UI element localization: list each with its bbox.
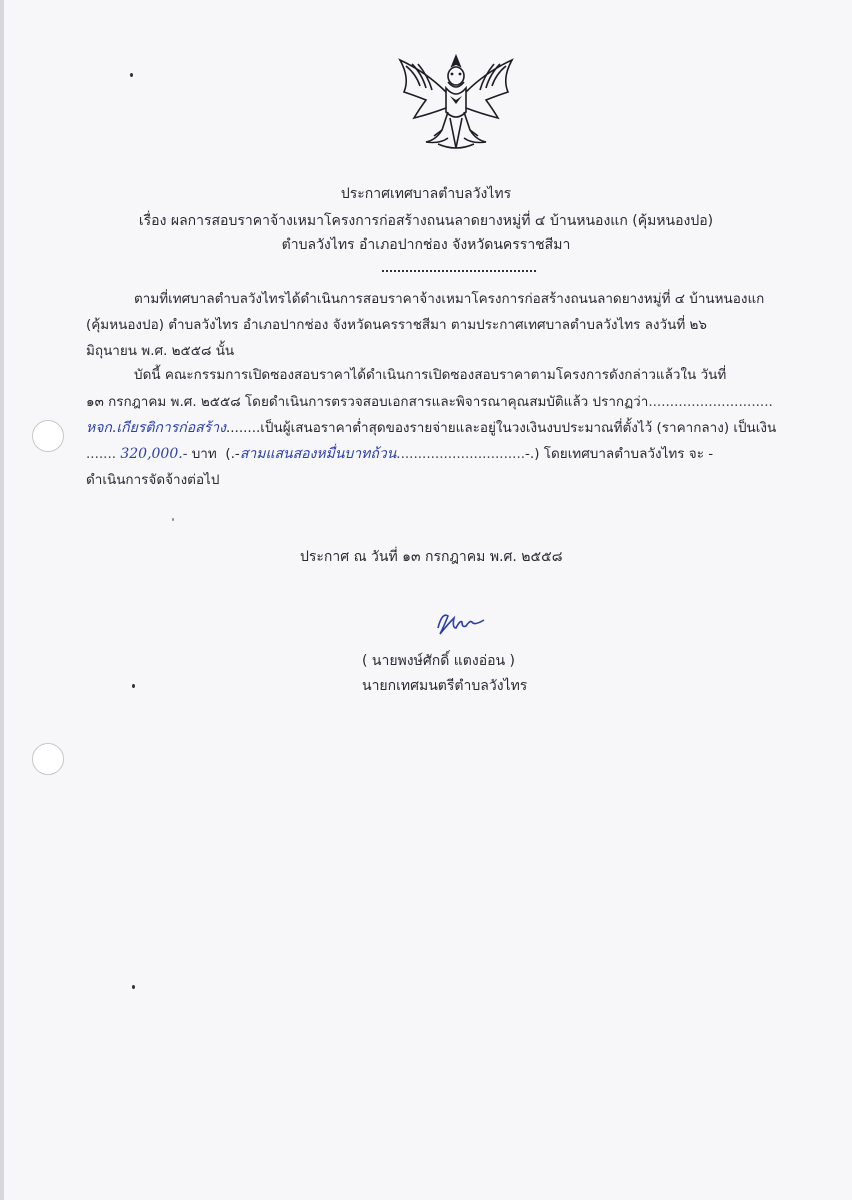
amount-handwritten: 320,000.- <box>120 446 188 462</box>
paragraph-1-line-1: ตามที่เทศบาลตำบลวังไทรได้ดำเนินการสอบราคาจ้างเหมาโครงการก่อสร้างถนนลาดยางหมู่ที่ ๔ บ้านหนองแก <box>134 291 765 307</box>
paragraph-2-line-4 <box>86 444 713 464</box>
paper-speck <box>172 518 174 521</box>
paragraph-2-line-3-text: ........เป็นผู้เสนอราคาต่ำสุดของรายจ่ายและอยู่ในวงเงินงบประมาณที่ตั้งไว้ (ราคากลาง) เป็นเงิน <box>225 420 777 436</box>
fill-dots-a: ....... <box>86 446 117 462</box>
punch-hole <box>32 420 64 452</box>
signer-position: นายกเทศมนตรีตำบลวังไทร <box>362 678 528 694</box>
fill-dots-b: .............................. <box>396 446 526 462</box>
winner-handwritten: หจก.เกียรติการก่อสร้าง <box>86 420 226 436</box>
amount-words-close: -.) โดยเทศบาลตำบลวังไทร จะ - <box>525 446 714 462</box>
paragraph-1-line-2: (คุ้มหนองปอ) ตำบลวังไทร อำเภอปากช่อง จังหวัดนครราชสีมา ตามประกาศเทศบาลตำบลวังไทร ลงวันที่ ๒๖ <box>86 317 707 333</box>
document-location: ตำบลวังไทร อำเภอปากช่อง จังหวัดนครราชสีมา <box>281 237 571 253</box>
paper-speck <box>130 73 133 77</box>
announcement-date: ประกาศ ณ วันที่ ๑๓ กรกฎาคม พ.ศ. ๒๕๕๘ <box>300 549 563 565</box>
document-title: ประกาศเทศบาลตำบลวังไทร <box>340 186 512 202</box>
paragraph-2-line-3 <box>86 418 776 438</box>
amount-words-handwritten: สามแสนสองหมื่นบาทถ้วน <box>239 446 397 462</box>
paragraph-2-line-1: บัดนี้ คณะกรรมการเปิดซองสอบราคาได้ดำเนินการเปิดซองสอบราคาตามโครงการดังกล่าวแล้วใน วันที่ <box>134 367 727 383</box>
paper-speck <box>132 985 135 989</box>
paper-speck <box>132 684 135 688</box>
signature-icon <box>432 606 488 638</box>
amount-words-open: (.- <box>225 446 240 462</box>
paragraph-2-line-2 <box>86 392 773 412</box>
paragraph-2-line-2-text: ๑๓ กรกฎาคม พ.ศ. ๒๕๕๘ โดยดำเนินการตรวจสอบเอกสารและพิจารณาคุณสมบัติแล้ว ปรากฏว่า <box>86 394 649 410</box>
title-separator <box>382 270 536 272</box>
punch-hole <box>32 743 64 775</box>
baht-label: บาท <box>191 446 217 462</box>
fill-dots: ............................. <box>648 394 773 410</box>
document-subject: เรื่อง ผลการสอบราคาจ้างเหมาโครงการก่อสร้างถนนลาดยางหมู่ที่ ๔ บ้านหนองแก (คุ้มหนองปอ) <box>138 213 714 229</box>
signer-name: ( นายพงษ์ศักดิ์ แตงอ่อน ) <box>362 653 515 669</box>
paragraph-2-line-5: ดำเนินการจัดจ้างต่อไป <box>86 472 220 488</box>
garuda-emblem-icon <box>386 52 526 152</box>
paragraph-1-line-3: มิถุนายน พ.ศ. ๒๕๕๘ นั้น <box>86 343 235 359</box>
paper-edge <box>0 0 4 1200</box>
